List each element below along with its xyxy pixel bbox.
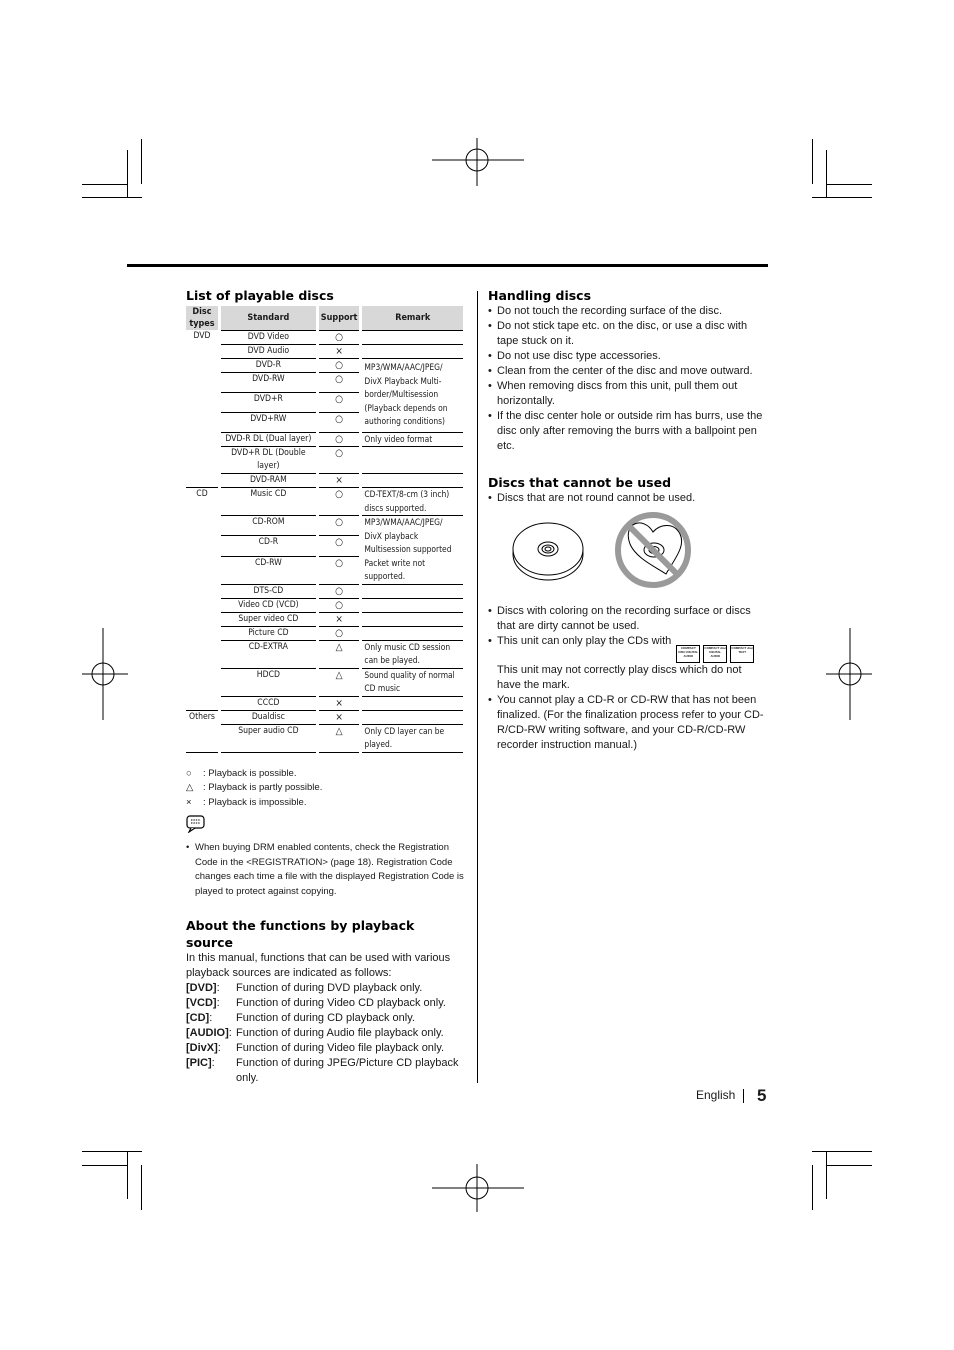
list-item: • If the disc center hole or outside rim has burrs, use the disc only after removing the burrs with a ballpoint pen etc. (488, 409, 768, 454)
playable-discs-table (186, 306, 463, 753)
standard-cell: CD-ROM (219, 516, 317, 536)
legend-text: : Playback is impossible. (203, 796, 307, 808)
column-divider (477, 291, 478, 1083)
disc-illustrations (488, 510, 768, 598)
remark-cell: Only video format (361, 432, 463, 447)
tag-separator: : (211, 1057, 215, 1069)
round-disc-illustration (512, 520, 586, 582)
table-row (186, 696, 463, 710)
left-column (186, 287, 464, 1086)
crop-mark (812, 1151, 872, 1152)
function-list (186, 981, 464, 1086)
section-title-handling: Handling discs (488, 288, 592, 303)
list-item: • Do not touch the recording surface of the disc. (488, 304, 768, 319)
support-cell: ○ (317, 584, 361, 598)
table-row (186, 598, 463, 612)
table-row (186, 516, 463, 536)
support-cell: ○ (317, 598, 361, 612)
standard-cell: Video CD (VCD) (219, 598, 317, 612)
list-item: • You cannot play a CD-R or CD-RW that has not been finalized. (For the finalization process refer to your CD-R/CD-RW writing software, and your CD-R/CD-RW recorder instruction manual.) (488, 693, 768, 753)
standard-cell: DVD+RW (219, 412, 317, 432)
support-cell: ○ (317, 432, 361, 447)
support-cell: ○ (317, 358, 361, 372)
crop-mark (826, 184, 872, 185)
disc-type-cell (186, 556, 219, 584)
disc-type-cell (186, 598, 219, 612)
support-cell: ○ (317, 330, 361, 344)
support-cell: △ (317, 640, 361, 668)
crop-mark (812, 1165, 813, 1210)
registration-mark (826, 628, 872, 720)
standard-cell: Picture CD (219, 626, 317, 640)
remark-cell: MP3/WMA/AAC/JPEG/ DivX Playback Multi-border/Multisession (Playback depends on authoring conditions) (361, 358, 463, 432)
table-row (186, 584, 463, 598)
remark-cell: Only music CD session can be played. (361, 640, 463, 668)
standard-cell: Super video CD (219, 612, 317, 626)
function-text: Function of during Video CD playback only. (236, 997, 446, 1009)
compact-disc-logos (676, 645, 754, 663)
table-row (186, 488, 463, 516)
list-item: • Clean from the center of the disc and move outward. (488, 364, 768, 379)
remark-cell (361, 330, 463, 344)
header-rule (127, 264, 768, 267)
table-row (186, 612, 463, 626)
function-item (186, 1026, 464, 1041)
standard-cell: Dualdisc (219, 710, 317, 724)
source-tag: [DVD] (186, 982, 217, 994)
remark-cell (361, 598, 463, 612)
disc-type-cell (186, 668, 219, 696)
crop-mark (812, 197, 872, 198)
handling-list (488, 304, 768, 454)
function-text: Function of during CD playback only. (236, 1012, 415, 1024)
compact-disc-logo-icon: COMPACT disc DIGITAL AUDIO (703, 645, 727, 663)
disc-type-cell (186, 412, 219, 432)
support-cell: × (317, 710, 361, 724)
list-item: • Discs with coloring on the recording surface or discs that are dirty cannot be used. (488, 604, 768, 634)
disc-type-cell (186, 372, 219, 392)
remark-cell (361, 584, 463, 598)
disc-type-cell (186, 474, 219, 488)
function-text: Function of during Video file playback only. (236, 1042, 445, 1054)
function-item (186, 1041, 464, 1056)
list-item: • Do not stick tape etc. on the disc, or use a disc with tape stuck on it. (488, 319, 768, 349)
table-row (186, 724, 463, 752)
standard-cell: CD-EXTRA (219, 640, 317, 668)
source-tag: [VCD] (186, 997, 217, 1009)
support-cell: ○ (317, 412, 361, 432)
remark-cell (361, 344, 463, 358)
legend-symbol: ○ (186, 767, 192, 779)
standard-cell: DVD-RW (219, 372, 317, 392)
disc-type-cell: CD (186, 488, 219, 516)
compact-disc-logo-icon: COMPACT disc TEXT (730, 645, 754, 663)
function-item (186, 996, 464, 1011)
remark-cell (361, 447, 463, 474)
table-row (186, 344, 463, 358)
tag-separator: : (228, 1027, 232, 1039)
disc-type-cell: DVD (193, 331, 211, 341)
legend-symbol: △ (186, 782, 194, 793)
source-tag: [AUDIO] (186, 1027, 229, 1039)
source-tag: [DivX] (186, 1042, 218, 1054)
column-header: Support (317, 306, 361, 330)
legend-symbol: × (186, 796, 192, 808)
section-title-cannot-use: Discs that cannot be used (488, 475, 672, 490)
function-item (186, 1056, 464, 1086)
functions-intro: In this manual, functions that can be used with various playback sources are indicated as follows: (186, 952, 451, 979)
remark-cell: Only CD layer can be played. (361, 724, 463, 752)
disc-type-cell (186, 344, 219, 358)
support-cell: ○ (317, 488, 361, 516)
list-item-text: This unit can only play the CDs with (497, 635, 672, 647)
footer-language: English (696, 1088, 736, 1102)
remark-cell (361, 626, 463, 640)
cannot-use-list (488, 491, 768, 506)
support-cell: △ (317, 668, 361, 696)
support-cell: × (317, 474, 361, 488)
standard-cell: Super audio CD (219, 724, 317, 752)
remark-cell (361, 612, 463, 626)
page-number: 5 (757, 1086, 767, 1105)
remark-cell (361, 474, 463, 488)
crop-mark (826, 1151, 827, 1199)
right-column (488, 287, 768, 753)
support-legend (186, 767, 464, 811)
column-header: Disc types (186, 306, 219, 330)
tag-separator: : (217, 1042, 221, 1054)
legend-text: : Playback is possible. (203, 767, 297, 779)
table-row (186, 474, 463, 488)
section-title-functions: About the functions by playback source (186, 918, 415, 950)
legend-item (186, 781, 464, 796)
support-cell: ○ (317, 626, 361, 640)
support-cell: × (317, 696, 361, 710)
support-cell: × (317, 612, 361, 626)
function-text: Function of during DVD playback only. (236, 982, 423, 994)
support-cell: ○ (317, 536, 361, 556)
support-cell: ○ (317, 556, 361, 584)
standard-cell: CCCD (219, 696, 317, 710)
standard-cell: DVD Video (219, 330, 317, 344)
prohibited-heart-disc-icon (614, 510, 692, 590)
disc-type-cell (186, 432, 219, 447)
standard-cell: DVD Audio (219, 344, 317, 358)
support-cell: × (317, 344, 361, 358)
table-row (186, 640, 463, 668)
remark-cell: Sound quality of normal CD music (361, 668, 463, 696)
disc-type-cell (186, 724, 219, 752)
remark-cell: CD-TEXT/8-cm (3 inch) discs supported. (361, 488, 463, 516)
remark-cell: MP3/WMA/AAC/JPEG/ DivX playback Multisession supported Packet write not supported. (361, 516, 463, 585)
crop-mark (82, 197, 142, 198)
crop-mark (127, 150, 128, 198)
standard-cell: DVD-RAM (219, 474, 317, 488)
crop-mark (127, 1151, 128, 1199)
legend-item (186, 767, 464, 782)
disc-type-cell (186, 447, 219, 474)
legend-item (186, 796, 464, 811)
tag-separator: : (209, 1012, 213, 1024)
crop-mark (82, 184, 128, 185)
crop-mark (826, 1165, 872, 1166)
list-item: • When removing discs from this unit, pull them out horizontally. (488, 379, 768, 409)
function-text: Function of during JPEG/Picture CD playback only. (236, 1057, 459, 1084)
remark-cell (361, 696, 463, 710)
disc-type-cell (186, 392, 219, 412)
disc-type-cell (186, 536, 219, 556)
footer-separator (743, 1089, 744, 1103)
support-cell: ○ (317, 372, 361, 392)
column-header: Standard (219, 306, 317, 330)
table-row (186, 330, 463, 344)
table-row (186, 626, 463, 640)
registration-mark (82, 628, 128, 720)
disc-type-cell (186, 358, 219, 372)
standard-cell: DVD-R DL (Dual layer) (219, 432, 317, 447)
crop-mark (826, 150, 827, 198)
crop-mark (141, 139, 142, 184)
list-item-text: This unit may not correctly play discs which do not have the mark. (497, 664, 742, 691)
column-header: Remark (361, 306, 463, 330)
cannot-use-list-continued (488, 604, 768, 753)
support-cell: ○ (317, 516, 361, 536)
page-footer (696, 1086, 767, 1105)
table-row (186, 668, 463, 696)
standard-cell: HDCD (219, 668, 317, 696)
function-item (186, 1011, 464, 1026)
function-text: Function of during Audio file playback only. (236, 1027, 444, 1039)
standard-cell: DVD-R (219, 358, 317, 372)
disc-type-cell (186, 696, 219, 710)
standard-cell: CD-RW (219, 556, 317, 584)
table-body (186, 330, 463, 752)
registration-mark (432, 138, 524, 186)
registration-mark (432, 1164, 524, 1212)
disc-type-cell (186, 612, 219, 626)
standard-cell: CD-R (219, 536, 317, 556)
list-item: • Discs that are not round cannot be used. (488, 491, 768, 506)
legend-text: : Playback is partly possible. (203, 782, 323, 793)
table-header-row (186, 306, 463, 330)
table-row (186, 358, 463, 372)
note-item: • When buying DRM enabled contents, check the Registration Code in the <REGISTRATION> (page 18). Registration Code changes each time a file with the displayed Registration Code is played to protect against copying. (186, 841, 464, 899)
standard-cell: Music CD (219, 488, 317, 516)
disc-type-cell (186, 640, 219, 668)
section-title-playable-discs: List of playable discs (186, 288, 334, 303)
tag-separator: : (216, 982, 220, 994)
crop-mark (141, 1165, 142, 1210)
compact-disc-logo-icon: COMPACT DISC DIGITAL AUDIO (676, 645, 700, 663)
crop-mark (812, 139, 813, 184)
list-item (488, 634, 768, 693)
function-item (186, 981, 464, 996)
disc-type-cell: Others (186, 710, 219, 724)
note-icon (186, 815, 206, 833)
support-cell: △ (317, 724, 361, 752)
crop-mark (82, 1151, 142, 1152)
standard-cell: DTS-CD (219, 584, 317, 598)
support-cell: ○ (317, 447, 361, 474)
disc-type-cell (186, 626, 219, 640)
standard-cell: DVD+R (219, 392, 317, 412)
table-row (186, 432, 463, 447)
remark-cell (361, 710, 463, 724)
list-item: • Do not use disc type accessories. (488, 349, 768, 364)
disc-type-cell (186, 516, 219, 536)
source-tag: [CD] (186, 1012, 210, 1024)
notes-list (186, 841, 464, 899)
standard-cell: DVD+R DL (Double layer) (219, 447, 317, 474)
tag-separator: : (216, 997, 220, 1009)
table-row (186, 447, 463, 474)
table-row (186, 710, 463, 724)
source-tag: [PIC] (186, 1057, 212, 1069)
disc-type-cell (186, 584, 219, 598)
crop-mark (82, 1165, 128, 1166)
support-cell: ○ (317, 392, 361, 412)
